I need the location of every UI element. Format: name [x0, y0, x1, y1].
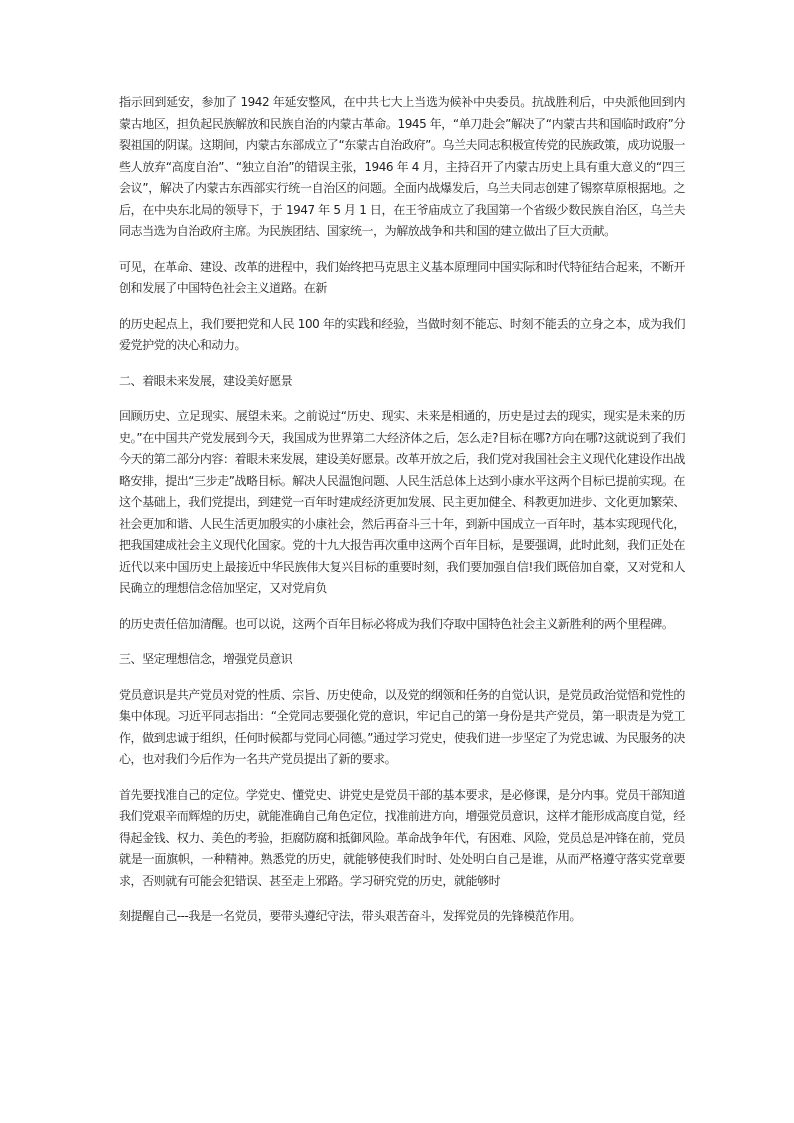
paragraph-historical-starting-point: 的历史起点上，我们要把党和人民 100 年的实践和经验，当做时刻不能忘、时刻不能丢的立身之本，成为我们爱党护党的决心和动力。: [119, 316, 685, 352]
section-heading-future: 二、着眼未来发展，建设美好愿景: [119, 373, 293, 388]
paragraph-remind-self: 刻提醒自己---我是一名党员，要带头遵纪守法，带头艰苦奋斗，发挥党员的先锋模范作用。: [119, 909, 582, 923]
section-heading-ideals: 三、坚定理想信念，增强党员意识: [119, 652, 293, 666]
paragraph-find-position: 首先要找准自己的定位。学党史、懂党史、讲党史是党员干部的基本要求，是必修课，是分内事。党员干部知道我们党艰辛而辉煌的历史，就能准确自己角色定位，找准前进方向，增强党员意识，这样才能形成高度自觉，经得起金钱、权力、美色的考验，拒腐防腐和抵御风险。革命战争年代，有困难、风险，党员总是冲锋在前，党员就是一面旗帜，一种精神。熟悉党的历史，就能够使我们时时、处处明白自己是谁，从而严格遵守落实党章要求，否则就有可能会犯错误、甚至走上邪路。学习研究党的历史，就能够时: [119, 787, 685, 888]
document-body: [119, 92, 685, 942]
paragraph-milestones: 的历史责任倍加清醒。也可以说，这两个百年目标必将成为我们夺取中国特色社会主义新胜利的两个里程碑。: [119, 616, 674, 631]
paragraph-socialist-road: 可见，在革命、建设、改革的进程中，我们始终把马克思主义基本原理同中国实际和时代特征结合起来，不断开创和发展了中国特色社会主义道路。在新: [119, 259, 685, 295]
paragraph-ulanhu-history: 指示回到延安，参加了 1942 年延安整风，在中共七大上当选为候补中央委员。抗战胜利后，中央派他回到内蒙古地区，担负起民族解放和民族自治的内蒙古革命。1945 年，“单刀赴会”解决了“内蒙古共和国临时政府”分裂祖国的阴谋。这期间，内蒙古东部成立了“东蒙古自治政府”。乌兰夫同志积极宣传党的民族政策，成功说服一些人放弃“高度自治”、“独立自治”的错误主张，1946 年 4 月，主持召开了内蒙古历史上具有重大意义的“四三会议”，解决了内蒙古东西部实行统一自治区的问题。全面内战爆发后，乌兰夫同志创建了锡察草原根据地。之后，在中央东北局的领导下，于 1947 年 5 月 1 日，在王爷庙成立了我国第一个省级少数民族自治区，乌兰夫同志当选为自治政府主席。为民族团结、国家统一，为解放战争和共和国的建立做出了巨大贡献。: [119, 95, 685, 238]
paragraph-party-awareness: 党员意识是共产党员对党的性质、宗旨、历史使命，以及党的纲领和任务的自觉认识，是党员政治觉悟和党性的集中体现。习近平同志指出：“全党同志要强化党的意识，牢记自己的第一身份是共产党员，第一职责是为党工作，做到忠诚于组织，任何时候都与党同心同德。”通过学习党史，使我们进一步坚定了为党忠诚、为民服务的决心，也对我们今后作为一名共产党员提出了新的要求。: [119, 687, 685, 766]
paragraph-two-centenary-goals: 回顾历史、立足现实、展望未来。之前说过“历史、现实、未来是相通的，历史是过去的现实，现实是未来的历史。”在中国共产党发展到今天，我国成为世界第二大经济体之后，怎么走?目标在哪?方向在哪?这就说到了我们今天的第二部分内容：着眼未来发展，建设美好愿景。改革开放之后，我们党对我国社会主义现代化建设作出战略安排，提出“三步走”战略目标。解决人民温饱问题、人民生活总体上达到小康水平这两个目标已提前实现。在这个基础上，我们党提出，到建党一百年时建成经济更加发展、民主更加健全、科教更加进步、文化更加繁荣、社会更加和谐、人民生活更加殷实的小康社会，然后再奋斗三十年，到新中国成立一百年时，基本实现现代化，把我国建成社会主义现代化国家。党的十九大报告再次重申这两个百年目标，是要强调，此时此刻，我们正处在近代以来中国历史上最接近中华民族伟大复兴目标的重要时刻，我们要加强自信!我们既倍加自豪，又对党和人民确立的理想信念倍加坚定，又对党肩负: [119, 409, 685, 595]
